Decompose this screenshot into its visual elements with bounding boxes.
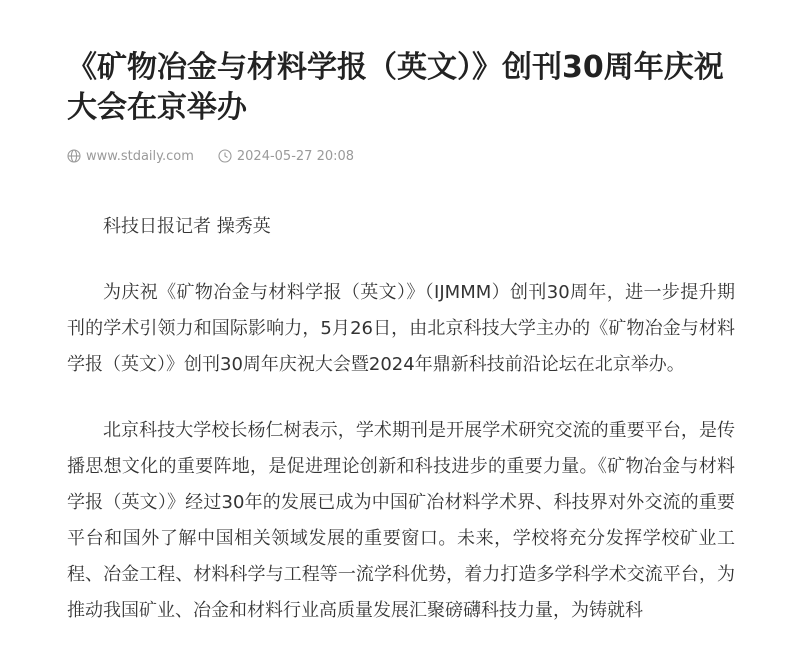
article-meta: [67, 146, 735, 166]
body-paragraph: 为庆祝《矿物冶金与材料学报（英文）》（IJMMM）创刊30周年，进一步提升期刊的学术引领力和国际影响力，5月26日，由北京科技大学主办的《矿物冶金与材料学报（英文）》创刊30周年庆祝大会暨2024年鼎新科技前沿论坛在北京举办。: [67, 282, 735, 375]
clock-icon: [218, 149, 232, 163]
article-body: [67, 209, 735, 629]
source-text: www.stdaily.com: [86, 148, 194, 164]
datetime-text: 2024-05-27 20:08: [236, 148, 355, 164]
body-paragraph: 北京科技大学校长杨仁树表示，学术期刊是开展学术研究交流的重要平台，是传播思想文化的重要阵地，是促进理论创新和科技进步的重要力量。《矿物冶金与材料学报（英文）》经过30年的发展已成为中国矿冶材料学术界、科技界对外交流的重要平台和国外了解中国相关领域发展的重要窗口。未来，学校将充分发挥学校矿业工程、冶金工程、材料科学与工程等一流学科优势，着力打造多学科学术交流平台，为推动我国矿业、冶金和材料行业高质量发展汇聚磅礴科技力量，为铸就科: [67, 420, 735, 621]
article: [67, 0, 735, 659]
byline-paragraph: 科技日报记者 操秀英: [103, 216, 271, 237]
datetime-meta: [218, 149, 354, 164]
globe-icon: [67, 149, 81, 163]
article-title: 《矿物冶金与材料学报（英文）》创刊30周年庆祝大会在京举办: [67, 50, 724, 125]
source-meta[interactable]: [67, 149, 194, 164]
